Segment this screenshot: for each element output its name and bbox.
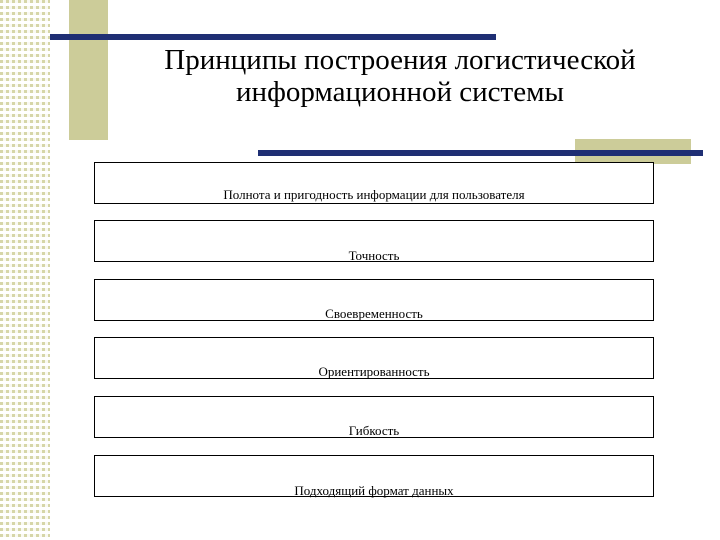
title-bar-bottom [258, 150, 703, 156]
decorative-stripe-overlay [0, 0, 50, 540]
slide-title-line1: Принципы построения логистической [164, 44, 636, 76]
principle-label: Точность [348, 248, 400, 263]
principle-box-2 [94, 220, 654, 262]
principle-label: Ориентированность [318, 364, 430, 379]
title-bar-top [50, 34, 496, 40]
principle-label: Гибкость [348, 423, 400, 438]
principle-box-5 [94, 396, 654, 438]
principle-label: Своевременность [325, 306, 423, 321]
principle-label: Полнота и пригодность информации для пользователя [223, 187, 525, 202]
principle-box-1 [94, 162, 654, 204]
slide-title [110, 44, 690, 108]
decorative-block-top [69, 0, 108, 140]
principle-label: Подходящий формат данных [294, 483, 454, 498]
principle-box-6 [94, 455, 654, 497]
slide-title-line2: информационной системы [236, 76, 564, 108]
principle-box-4 [94, 337, 654, 379]
principle-box-3 [94, 279, 654, 321]
